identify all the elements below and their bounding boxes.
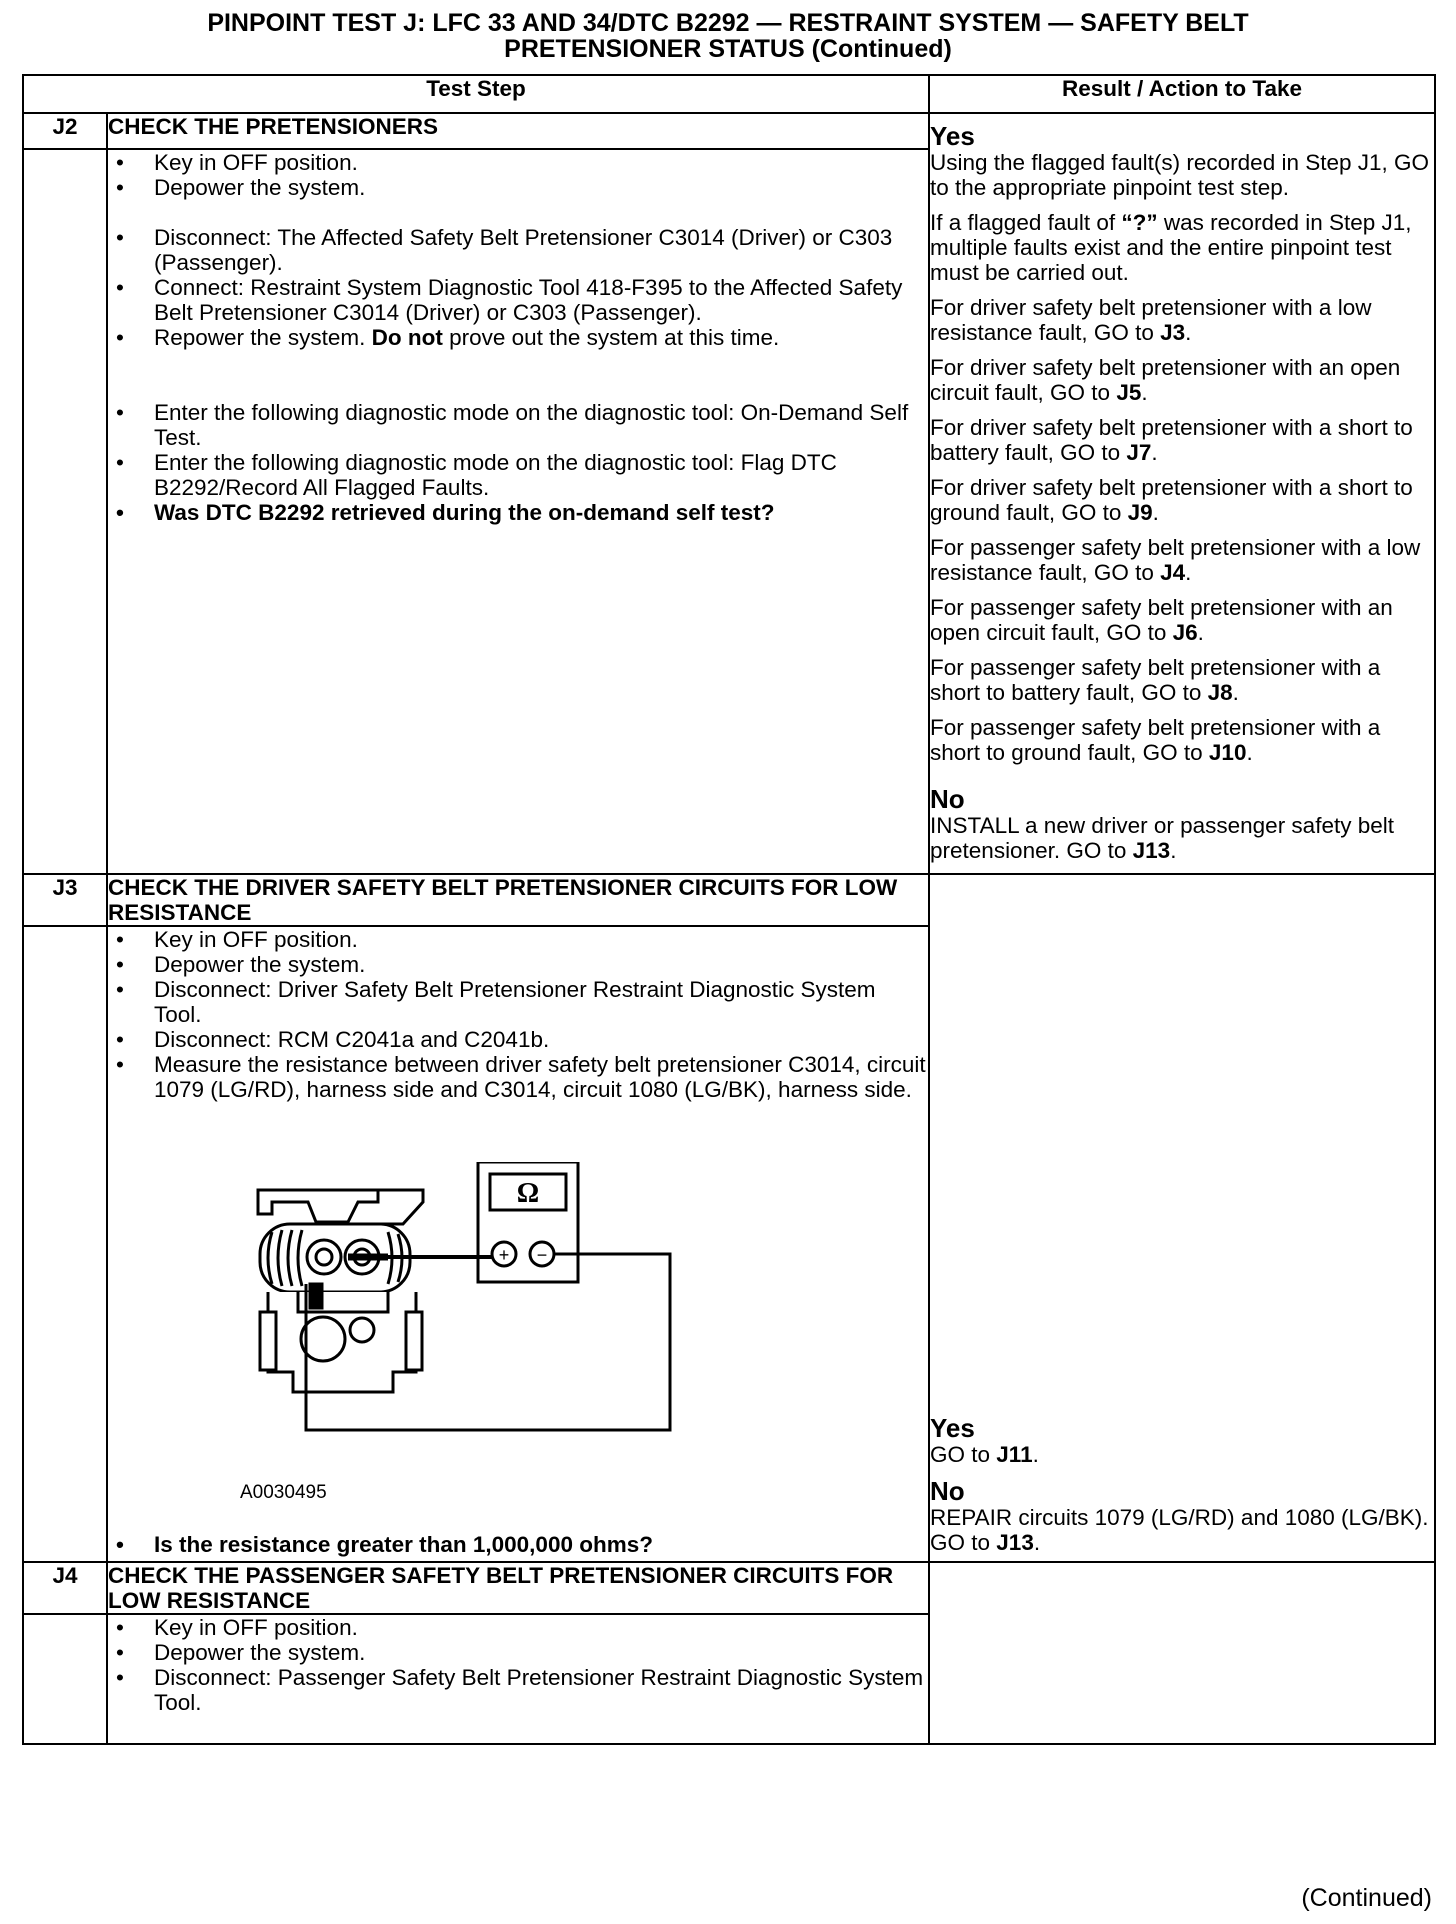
page-title: [22, 10, 1434, 62]
figure-id: A0030495: [240, 1482, 327, 1503]
header-result-action: Result / Action to Take: [929, 75, 1435, 113]
step-j4-heading-row: [23, 1562, 1435, 1614]
list-item: • Was DTC B2292 retrieved during the on-demand self test?: [108, 500, 928, 525]
step-j4-heading: CHECK THE PASSENGER SAFETY BELT PRETENSIONER CIRCUITS FOR LOW RESISTANCE: [107, 1562, 929, 1614]
table-header-row: [23, 75, 1435, 113]
list-item: • Disconnect: Passenger Safety Belt Pretensioner Restraint Diagnostic System Tool.: [108, 1665, 928, 1715]
j2-yes-text-4: For driver safety belt pretensioner with an open circuit fault, GO to J5.: [930, 355, 1401, 405]
j2-yes-text-10: For passenger safety belt pretensioner with a short to ground fault, GO to J10.: [930, 715, 1381, 765]
j3-yes-text: GO to J11.: [930, 1442, 1039, 1467]
list-item: • Enter the following diagnostic mode on the diagnostic tool: On-Demand Self Test.: [108, 400, 928, 450]
list-item: • Depower the system.: [108, 175, 928, 200]
list-item: • Is the resistance greater than 1,000,000 ohms?: [108, 1532, 928, 1557]
j3-no-label: No: [930, 1476, 965, 1506]
step-j4-body: [107, 1614, 929, 1744]
list-item: • Repower the system. Do not prove out the system at this time.: [108, 325, 928, 350]
j2-no-text: INSTALL a new driver or passenger safety belt pretensioner. GO to J13.: [930, 813, 1394, 863]
step-j3-body: [107, 926, 929, 1562]
step-j3-result: [929, 874, 1435, 1562]
list-item: • Disconnect: The Affected Safety Belt Pretensioner C3014 (Driver) or C303 (Passenger).: [108, 225, 928, 275]
list-item: • Enter the following diagnostic mode on the diagnostic tool: Flag DTC B2292/Record All Flagged Faults.: [108, 450, 928, 500]
list-item: • Disconnect: Driver Safety Belt Pretensioner Restraint Diagnostic System Tool.: [108, 977, 928, 1027]
j2-yes-label: Yes: [930, 121, 975, 151]
plus-terminal-label: +: [498, 1245, 510, 1265]
ohm-symbol: Ω: [516, 1178, 540, 1209]
step-j2-heading: CHECK THE PRETENSIONERS: [107, 113, 929, 149]
j2-yes-text-1: Using the flagged fault(s) recorded in Step J1, GO to the appropriate pinpoint test step.: [930, 150, 1430, 200]
continued-note: (Continued): [1301, 1884, 1432, 1912]
j2-yes-text-9: For passenger safety belt pretensioner with a short to battery fault, GO to J8.: [930, 655, 1381, 705]
minus-terminal-label: −: [536, 1245, 548, 1265]
j3-yes-label: Yes: [930, 1413, 975, 1443]
j3-no-text: REPAIR circuits 1079 (LG/RD) and 1080 (LG/BK). GO to J13.: [930, 1505, 1429, 1555]
j2-yes-text-7: For passenger safety belt pretensioner with a low resistance fault, GO to J4.: [930, 535, 1421, 585]
resistance-measurement-figure: [108, 1102, 928, 1532]
step-j2-heading-row: [23, 113, 1435, 149]
step-j4-result: [929, 1562, 1435, 1744]
j2-yes-text-8: For passenger safety belt pretensioner with an open circuit fault, GO to J6.: [930, 595, 1393, 645]
connector-ohmmeter-diagram: [238, 1162, 818, 1472]
step-id-j3: J3: [23, 874, 107, 926]
list-item: • Disconnect: RCM C2041a and C2041b.: [108, 1027, 928, 1052]
step-id-j4: J4: [23, 1562, 107, 1614]
j2-no-label: No: [930, 784, 965, 814]
title-line-2: PRETENSIONER STATUS (Continued): [504, 35, 952, 63]
step-j2-body: [107, 149, 929, 874]
header-test-step: Test Step: [23, 75, 929, 113]
list-item: • Key in OFF position.: [108, 1615, 928, 1640]
j2-yes-text-5: For driver safety belt pretensioner with a short to battery fault, GO to J7.: [930, 415, 1413, 465]
step-id-j2: J2: [23, 113, 107, 149]
list-item: • Depower the system.: [108, 1640, 928, 1665]
list-item: • Connect: Restraint System Diagnostic Tool 418-F395 to the Affected Safety Belt Pretensioner C3014 (Driver) or C303 (Passenger).: [108, 275, 928, 325]
list-item: • Measure the resistance between driver safety belt pretensioner C3014, circuit 1079 (LG/RD), harness side and C3014, circuit 1080 (LG/BK), harness side.: [108, 1052, 928, 1102]
list-item: • Key in OFF position.: [108, 150, 928, 175]
step-j2-result: [929, 113, 1435, 874]
j2-yes-text-3: For driver safety belt pretensioner with a low resistance fault, GO to J3.: [930, 295, 1372, 345]
step-j3-heading: CHECK THE DRIVER SAFETY BELT PRETENSIONER CIRCUITS FOR LOW RESISTANCE: [107, 874, 929, 926]
j2-yes-text-6: For driver safety belt pretensioner with a short to ground fault, GO to J9.: [930, 475, 1413, 525]
list-item: • Key in OFF position.: [108, 927, 928, 952]
pinpoint-test-table: [22, 74, 1436, 1745]
step-j3-heading-row: [23, 874, 1435, 926]
j2-yes-text-2: If a flagged fault of “?” was recorded in Step J1, multiple faults exist and the entire pinpoint test must be carried out.: [930, 210, 1412, 285]
list-item: • Depower the system.: [108, 952, 928, 977]
title-line-1: PINPOINT TEST J: LFC 33 AND 34/DTC B2292 — RESTRAINT SYSTEM — SAFETY BELT: [207, 9, 1249, 37]
